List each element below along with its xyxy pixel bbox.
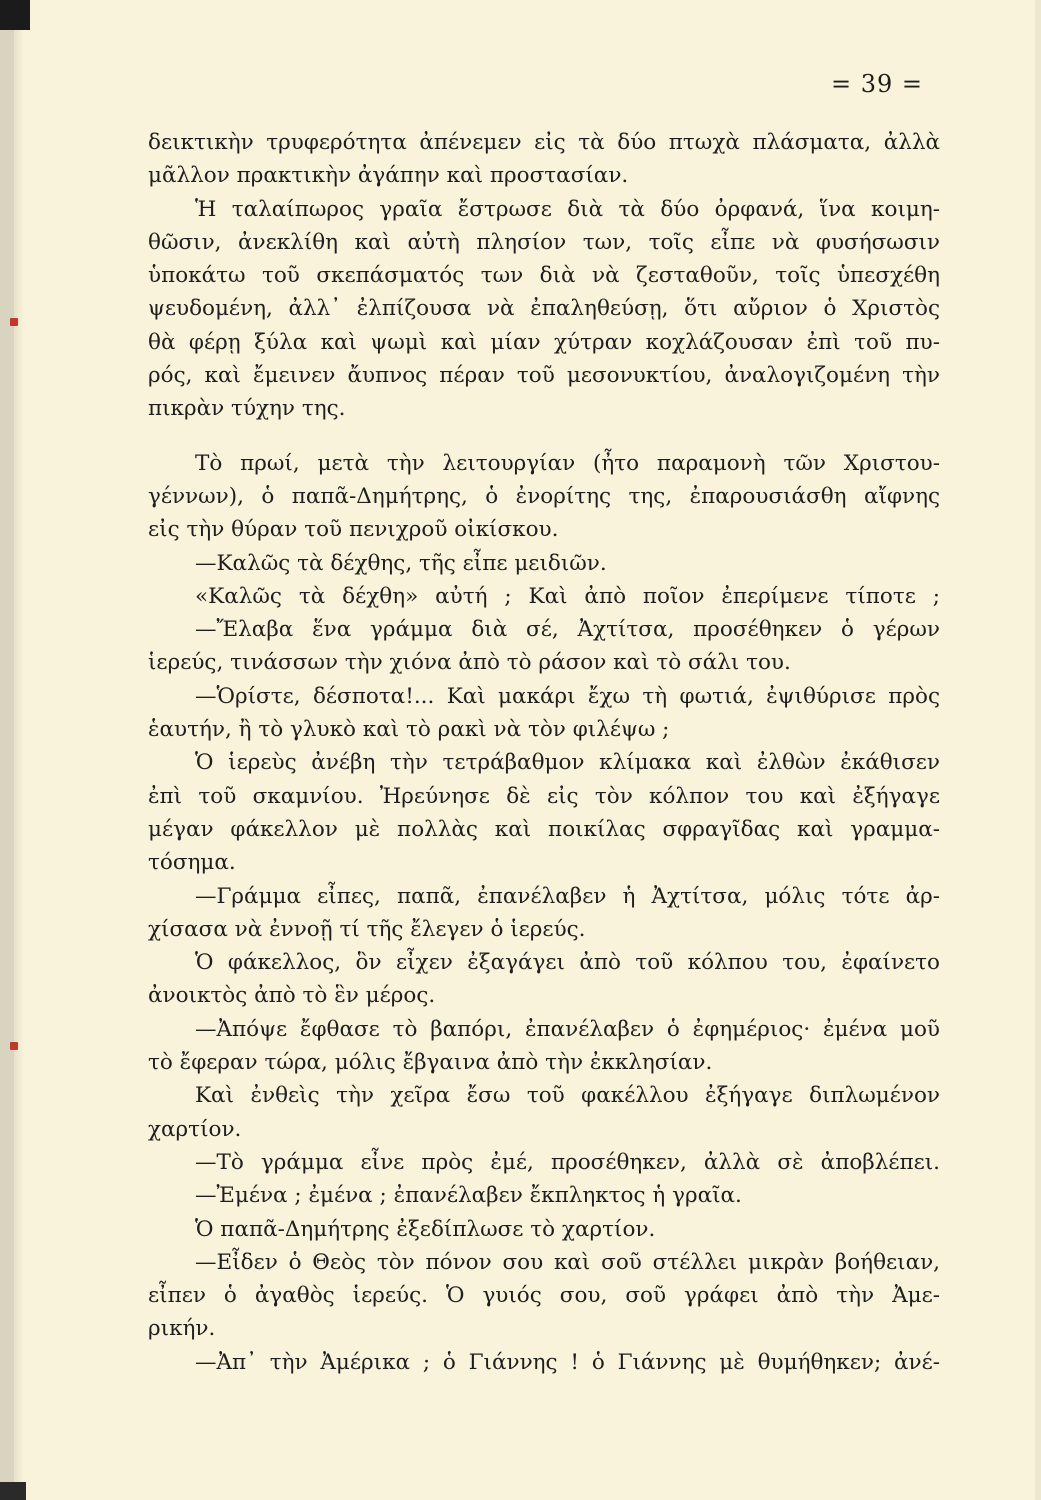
text-line: πικρὰν τύχην της. bbox=[148, 396, 346, 422]
text-line: —Ἀπόψε ἔφθασε τὸ βαπόρι, ἐπανέλαβεν ὁ ἐφημέριος· ἐμένα μοῦ bbox=[195, 1016, 940, 1042]
text-line: —Ὁρίστε, δέσποτα!... Καὶ μακάρι ἔχω τὴ φωτιά, ἐψιθύρισε πρὸς bbox=[195, 683, 940, 709]
text-line: —Εἶδεν ὁ Θεὸς τὸν πόνον σου καὶ σοῦ στέλλει μικρὰν βοήθειαν, bbox=[195, 1249, 940, 1275]
text-line: ρικήν. bbox=[148, 1316, 216, 1342]
page-right-edge bbox=[1035, 0, 1041, 1500]
text-line: Ἡ ταλαίπωρος γραῖα ἔστρωσε διὰ τὰ δύο ὀρφανά, ἵνα κοιμη- bbox=[195, 196, 940, 222]
text-line: —Ἀπ᾽ τὴν Ἀμέρικα ; ὁ Γιάννης ! ὁ Γιάννης μὲ θυμήθηκεν; ἀνέ- bbox=[195, 1349, 940, 1375]
text-line: χαρτίον. bbox=[148, 1116, 242, 1142]
text-line: εἰς τὴν θύραν τοῦ πενιχροῦ οἰκίσκου. bbox=[148, 517, 559, 543]
page-number: = 39 = bbox=[830, 70, 923, 98]
text-line: θὰ φέρῃ ξύλα καὶ ψωμὶ καὶ μίαν χύτραν κοχλάζουσαν ἐπὶ τοῦ πυ- bbox=[148, 329, 940, 355]
text-line: ὑποκάτω τοῦ σκεπάσματός των διὰ νὰ ζεσταθοῦν, τοῖς ὑπεσχέθη bbox=[148, 263, 940, 289]
scan-margin-dot bbox=[10, 1042, 18, 1050]
text-line: χίσασα νὰ ἐννοῇ τί τῆς ἔλεγεν ὁ ἱερεύς. bbox=[148, 916, 586, 942]
text-line: Ὁ παπᾶ-Δημήτρης ἐξεδίπλωσε τὸ χαρτίον. bbox=[195, 1216, 656, 1242]
text-line: εἶπεν ὁ ἀγαθὸς ἱερεύς. Ὁ γυιός σου, σοῦ γράφει ἀπὸ τὴν Ἀμε- bbox=[148, 1283, 940, 1309]
text-line: Ὁ φάκελλος, ὃν εἶχεν ἐξαγάγει ἀπὸ τοῦ κόλπου του, ἐφαίνετο bbox=[195, 950, 940, 976]
page-binding-shadow bbox=[14, 0, 24, 1500]
text-line: τόσημα. bbox=[148, 850, 236, 876]
text-line: ἀνοικτὸς ἀπὸ τὸ ἓν μέρος. bbox=[148, 983, 436, 1009]
text-line: —Ἐμένα ; ἐμένα ; ἐπανέλαβεν ἔκπληκτος ἡ γραῖα. bbox=[195, 1183, 742, 1209]
text-line: δεικτικὴν τρυφερότητα ἀπένεμεν εἰς τὰ δύο πτωχὰ πλάσματα, ἀλλὰ bbox=[148, 130, 940, 155]
text-line: Τὸ πρωί, μετὰ τὴν λειτουργίαν (ἦτο παραμονὴ τῶν Χριστου- bbox=[195, 450, 940, 476]
text-line: —Γράμμα εἶπες, παπᾶ, ἐπανέλαβεν ἡ Ἀχτίτσα, μόλις τότε ἀρ- bbox=[195, 883, 940, 909]
text-line: Ὁ ἱερεὺς ἀνέβη τὴν τετράβαθμον κλίμακα καὶ ἐλθὼν ἐκάθισεν bbox=[195, 750, 940, 776]
scan-corner-mark bbox=[0, 0, 30, 30]
text-line: ἱερεύς, τινάσσων τὴν χιόνα ἀπὸ τὸ ράσον καὶ τὸ σάλι του. bbox=[148, 650, 791, 676]
text-line: «Καλῶς τὰ δέχθη» αὐτή ; Καὶ ἀπὸ ποῖον ἐπερίμενε τίποτε ; bbox=[195, 583, 940, 609]
scan-margin-dot bbox=[10, 318, 18, 326]
scan-corner-mark-bottom bbox=[0, 1482, 26, 1500]
text-line: —Τὸ γράμμα εἶνε πρὸς ἐμέ, προσέθηκεν, ἀλλὰ σὲ ἀποβλέπει. bbox=[195, 1149, 940, 1175]
text-line: θῶσιν, ἀνεκλίθη καὶ αὐτὴ πλησίον των, τοῖς εἶπε νὰ φυσήσωσιν bbox=[148, 229, 940, 255]
body-text bbox=[148, 126, 940, 1379]
text-line: —Ἔλαβα ἕνα γράμμα διὰ σέ, Ἀχτίτσα, προσέθηκεν ὁ γέρων bbox=[195, 617, 940, 643]
text-line: τὸ ἔφεραν τώρα, μόλις ἔβγαινα ἀπὸ τὴν ἐκκλησίαν. bbox=[148, 1050, 713, 1076]
text-line: μᾶλλον πρακτικὴν ἀγάπην καὶ προστασίαν. bbox=[148, 163, 629, 189]
text-line: ἐπὶ τοῦ σκαμνίου. Ἠρεύνησε δὲ εἰς τὸν κόλπον του καὶ ἐξήγαγε bbox=[148, 783, 940, 809]
text-line: ψευδομένη, ἀλλ᾽ ἐλπίζουσα νὰ ἐπαληθεύσῃ, ὅτι αὔριον ὁ Χριστὸς bbox=[148, 296, 940, 322]
text-line: ἑαυτήν, ἢ τὸ γλυκὸ καὶ τὸ ρακὶ νὰ τὸν φιλέψω ; bbox=[148, 717, 670, 743]
text-line: —Καλῶς τὰ δέχθης, τῆς εἶπε μειδιῶν. bbox=[195, 550, 607, 576]
text-line: μέγαν φάκελλον μὲ πολλὰς καὶ ποικίλας σφραγῖδας καὶ γραμμα- bbox=[148, 816, 940, 842]
page-binding-edge bbox=[0, 0, 14, 1500]
text-line: ρός, καὶ ἔμεινεν ἄυπνος πέραν τοῦ μεσονυκτίου, ἀναλογιζομένη τὴν bbox=[148, 363, 940, 389]
text-line: γέννων), ὁ παπᾶ-Δημήτρης, ὁ ἐνορίτης της, ἐπαρουσιάσθη αἴφνης bbox=[148, 483, 940, 509]
text-line: Καὶ ἐνθεὶς τὴν χεῖρα ἔσω τοῦ φακέλλου ἐξήγαγε διπλωμένον bbox=[195, 1083, 940, 1109]
